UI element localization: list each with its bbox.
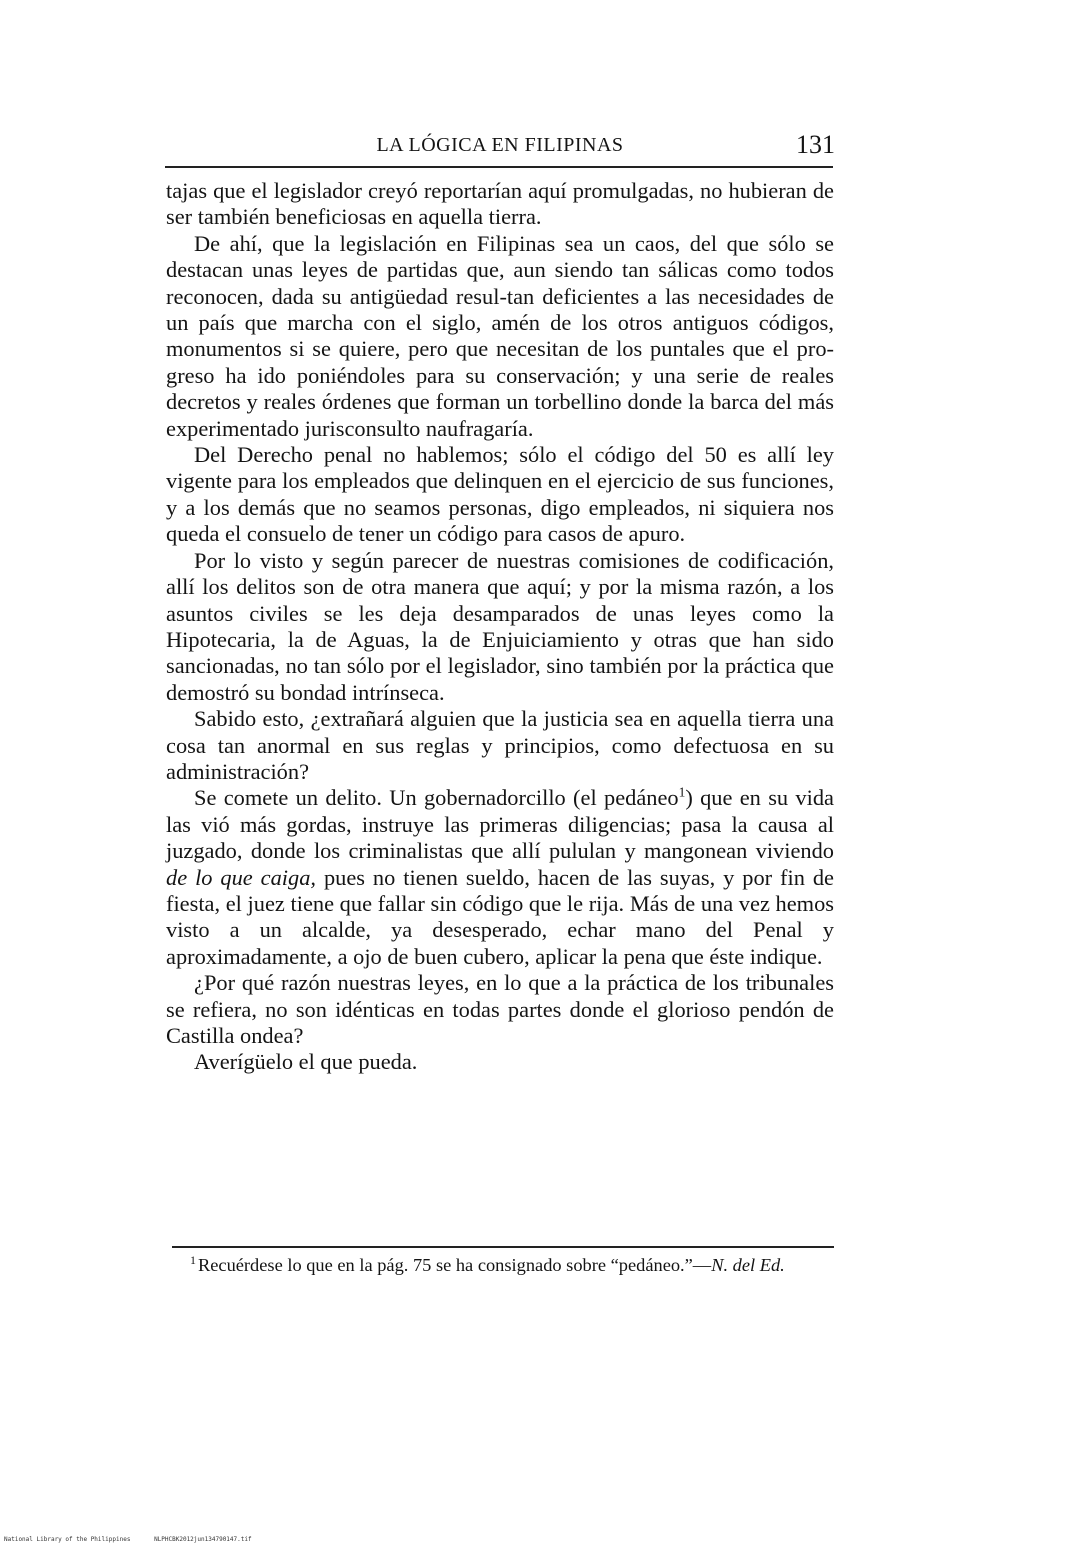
paragraph-3: Del Derecho penal no hablemos; sólo el código del 50 es allí ley vigente para los empleados que delinquen en el ejercicio de sus funciones, y a los demás que no seamos personas, digo empleados, ni siquiera nos queda el consuelo de tener un código para casos de apuro. xyxy=(166,442,834,547)
paragraph-4: Por lo visto y según parecer de nuestras comisiones de codificación, allí los delitos son de otra manera que aquí; y por la misma razón, a los asuntos civiles se les deja desamparados de unas leyes como la Hipotecaria, la de Aguas, la de Enjuiciamiento y otras que han sido sancionadas, no tan sólo por el legislador, sino también por la práctica que demostró su bondad intrínseca. xyxy=(166,547,834,705)
footnote-reference: 1 xyxy=(678,784,686,800)
paragraph-1: tajas que el legislador creyó reportarían aquí promulgadas, no hubieran de ser también beneficiosas en aquella tierra. xyxy=(166,178,834,230)
page-number: 131 xyxy=(796,130,835,159)
paragraph-6-part-1: Se comete un delito. Un gobernadorcillo (el pedáneo xyxy=(194,785,679,811)
body-text xyxy=(166,178,834,1076)
paragraph-6-part-3: pues no tienen sueldo, hacen de las suyas, y por fin de fiesta, el juez tiene que fallar sin código que le rija. Más de una vez hemos visto a un alcalde, ya desesperado, echar mano del Penal y aproximadamente, a ojo de buen cubero, aplicar la pena que éste indique. xyxy=(166,864,834,969)
footnote xyxy=(172,1254,834,1277)
archive-filename: NLPHCBK2012jun134790147.tif xyxy=(154,1536,252,1543)
header-rule xyxy=(165,166,833,168)
paragraph-2: De ahí, que la legislación en Filipinas sea un caos, del que sólo se destacan unas leyes de partidas que, aun siendo tan sálicas como todos reconocen, dada su antigüedad resul-tan deficientes a las necesidades de un país que marcha con el siglo, amén de los otros antiguos códigos, monumentos si se quiere, pero que necesitan de los puntales que el progreso ha ido poniéndoles para su conservación; y una serie de reales decretos y reales órdenes que forman un torbellino donde la barca del más experimentado jurisconsulto naufragaría. xyxy=(166,230,834,441)
archive-strip xyxy=(4,1536,272,1543)
paragraph-5: Sabido esto, ¿extrañará alguien que la justicia sea en aquella tierra una cosa tan anormal en sus reglas y principios, como defectuosa en su administración? xyxy=(166,706,834,784)
footnote-text: Recuérdese lo que en la pág. 75 se ha consignado sobre “pedáneo.”— xyxy=(197,1255,712,1275)
running-title: LA LÓGICA EN FILIPINAS xyxy=(376,134,624,156)
paragraph-6-italic: de lo que caiga, xyxy=(166,864,317,890)
paragraph-7: ¿Por qué razón nuestras leyes, en lo que a la práctica de los tribunales se refiera, no son idénticas en todas partes donde el glorioso pendón de Castilla ondea? xyxy=(166,970,834,1048)
running-head xyxy=(165,130,835,166)
footnote-rule xyxy=(172,1246,834,1248)
archive-library: National Library of the Philippines xyxy=(4,1536,131,1543)
footnote-italic: N. del Ed. xyxy=(711,1255,785,1275)
footnote-paragraph xyxy=(172,1254,834,1277)
paragraph-8: Averígüelo el que pueda. xyxy=(194,1049,418,1075)
paragraph-6-part-2: ) que en su vida las vió más gordas, instruye las primeras diligencias; pasa la causa al juzgado, donde los criminalistas que allí pululan y mangonean viviendo xyxy=(166,785,834,864)
paragraph-6 xyxy=(166,785,834,970)
footnote-marker: 1 xyxy=(190,1252,196,1267)
